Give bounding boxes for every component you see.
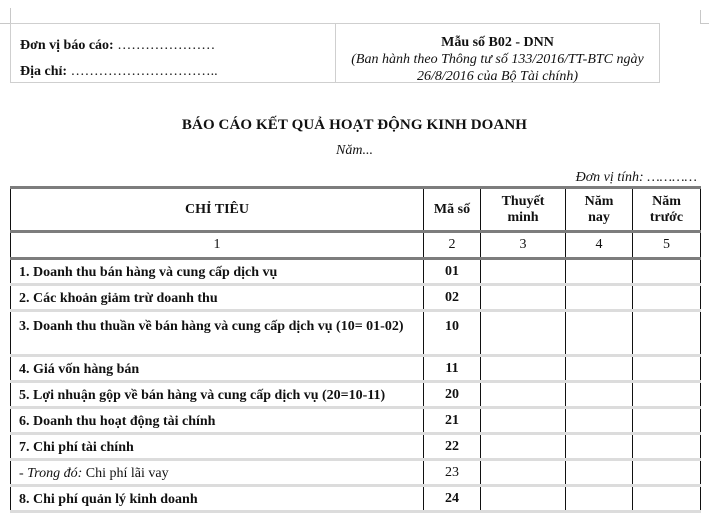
row-label (11, 460, 424, 486)
this-year-cell[interactable] (566, 356, 633, 382)
column-number: 1 (11, 232, 424, 259)
address-label: Địa chỉ: (20, 64, 68, 79)
row-code: 11 (424, 356, 481, 382)
income-statement-table (10, 186, 701, 513)
company-info (11, 24, 336, 82)
issued-by-line-2: 26/8/2016 của Bộ Tài chính) (417, 69, 578, 84)
last-year-cell[interactable] (633, 486, 701, 512)
note-cell[interactable] (481, 434, 566, 460)
table-row (11, 285, 701, 311)
row-code: 20 (424, 382, 481, 408)
row-code: 22 (424, 434, 481, 460)
col-header-note-line1: Thuyết (501, 193, 545, 209)
last-year-cell[interactable] (633, 460, 701, 486)
last-year-cell[interactable] (633, 382, 701, 408)
col-header-note (481, 188, 566, 232)
this-year-cell[interactable] (566, 408, 633, 434)
page-margin-mark (700, 23, 709, 24)
table-row (11, 356, 701, 382)
column-number: 4 (566, 232, 633, 259)
page-margin-mark (10, 8, 11, 24)
form-number: Mẫu số B02 - DNN (441, 35, 554, 50)
this-year-cell[interactable] (566, 434, 633, 460)
note-cell[interactable] (481, 408, 566, 434)
col-header-last-year-line2: trước (649, 209, 684, 225)
report-title: BÁO CÁO KẾT QUẢ HOẠT ĐỘNG KINH DOANH (181, 117, 528, 133)
row-code: 23 (424, 460, 481, 486)
row-code: 02 (424, 285, 481, 311)
table-row (11, 382, 701, 408)
column-number: 2 (424, 232, 481, 259)
col-header-last-year (633, 188, 701, 232)
reporting-unit-line (20, 33, 335, 59)
this-year-cell[interactable] (566, 382, 633, 408)
note-cell[interactable] (481, 259, 566, 285)
table-header-row (11, 188, 701, 232)
row-label-rest: Chi phí lãi vay (82, 465, 169, 481)
last-year-cell[interactable] (633, 259, 701, 285)
table-row (11, 486, 701, 512)
row-label: 6. Doanh thu hoạt động tài chính (11, 408, 424, 434)
issued-by-line-1: (Ban hành theo Thông tư số 133/2016/TT-BTC ngày (351, 52, 644, 67)
last-year-cell[interactable] (633, 434, 701, 460)
page-margin-mark (0, 23, 10, 24)
row-label: 3. Doanh thu thuần về bán hàng và cung cấp dịch vụ (10= 01-02) (11, 311, 424, 356)
report-year: Năm... (336, 143, 373, 158)
note-cell[interactable] (481, 356, 566, 382)
row-code: 01 (424, 259, 481, 285)
row-code: 24 (424, 486, 481, 512)
table-row (11, 408, 701, 434)
note-cell[interactable] (481, 460, 566, 486)
row-label: 2. Các khoản giảm trừ doanh thu (11, 285, 424, 311)
table-row (11, 311, 701, 356)
col-header-this-year (566, 188, 633, 232)
column-number-row (11, 232, 701, 259)
col-header-code: Mã số (424, 188, 481, 232)
col-header-note-line2: minh (507, 209, 539, 225)
address-value[interactable]: ………………………….. (70, 64, 218, 79)
note-cell[interactable] (481, 382, 566, 408)
currency-unit: Đơn vị tính: ………… (575, 170, 697, 185)
row-label: 7. Chi phí tài chính (11, 434, 424, 460)
note-cell[interactable] (481, 311, 566, 356)
row-label-italic: Trong đó: (27, 465, 83, 481)
col-header-last-year-line1: Năm (652, 193, 681, 209)
row-label-prefix: - (19, 465, 28, 481)
row-label: 4. Giá vốn hàng bán (11, 356, 424, 382)
page-margin-mark (700, 10, 701, 23)
reporting-unit-value[interactable]: ………………… (117, 38, 216, 53)
note-cell[interactable] (481, 486, 566, 512)
col-header-this-year-line2: nay (588, 209, 610, 225)
column-number: 5 (633, 232, 701, 259)
row-code: 10 (424, 311, 481, 356)
this-year-cell[interactable] (566, 460, 633, 486)
this-year-cell[interactable] (566, 486, 633, 512)
row-label: 5. Lợi nhuận gộp về bán hàng và cung cấp dịch vụ (20=10-11) (11, 382, 424, 408)
column-number: 3 (481, 232, 566, 259)
table-row (11, 434, 701, 460)
this-year-cell[interactable] (566, 311, 633, 356)
col-header-this-year-line1: Năm (584, 193, 614, 209)
reporting-unit-label: Đơn vị báo cáo: (20, 38, 114, 53)
form-info (336, 24, 659, 82)
last-year-cell[interactable] (633, 408, 701, 434)
row-label: 1. Doanh thu bán hàng và cung cấp dịch vụ (11, 259, 424, 285)
table-row (11, 259, 701, 285)
row-code: 21 (424, 408, 481, 434)
this-year-cell[interactable] (566, 259, 633, 285)
document-header-box (10, 23, 660, 83)
last-year-cell[interactable] (633, 356, 701, 382)
last-year-cell[interactable] (633, 285, 701, 311)
address-line (20, 59, 335, 85)
this-year-cell[interactable] (566, 285, 633, 311)
last-year-cell[interactable] (633, 311, 701, 356)
row-label: 8. Chi phí quản lý kinh doanh (11, 486, 424, 512)
table-row (11, 460, 701, 486)
col-header-indicator: CHỈ TIÊU (11, 188, 424, 232)
note-cell[interactable] (481, 285, 566, 311)
